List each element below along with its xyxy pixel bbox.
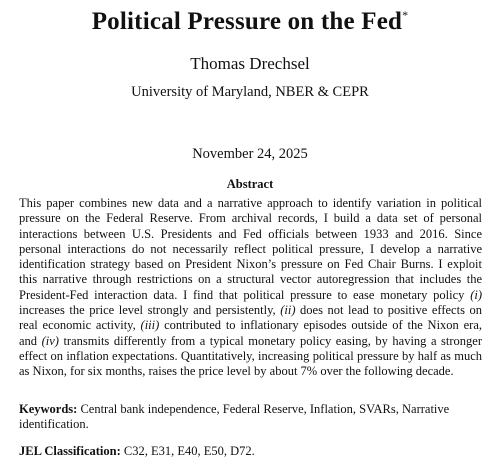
jel-line <box>19 444 482 459</box>
abstract-heading: Abstract <box>226 177 274 191</box>
abstract-text-part-1: This paper combines new data and a narrative approach to identify variation in political pressure on the Federal Reserve. From archival records, I build a data set of personal interactions between U.S. Presidents and Fed officials between 1933 and 2016. Since personal interactions do not necessarily reflect political pressure, I develop a narrative identification strategy based on President Nixon’s pressure on Fed Chair Burns. I exploit this narrative through restrictions on a structural vector autoregression that includes the President-Fed interaction data. I find that political pressure to ease monetary policy <box>19 196 482 302</box>
jel-codes: C32, E31, E40, E50, D72. <box>123 444 255 458</box>
abstract-text-part-3: does not lead to positive effects on real economic activity, <box>19 303 482 333</box>
jel-label: JEL Classification: <box>19 444 121 458</box>
paper-date: November 24, 2025 <box>192 146 308 162</box>
abstract-marker-iv: (iv) <box>41 333 59 348</box>
abstract-text-part-4: contributed to inflationary episodes outside of the Nixon era, and <box>19 318 482 348</box>
paper-title <box>0 8 500 36</box>
abstract-marker-iii: (iii) <box>140 318 160 333</box>
author-name: Thomas Drechsel <box>190 54 310 73</box>
author-affiliation: University of Maryland, NBER & CEPR <box>131 84 369 100</box>
paper-title-text: Political Pressure on the Fed <box>91 8 403 35</box>
abstract-marker-i: (i) <box>470 287 482 302</box>
keywords-label: Keywords: <box>19 402 78 416</box>
abstract-text-part-5: transmits differently from a typical monetary policy easing, by having a stronger effect on inflation expectations. Quantitatively, increasing political pressure by half as much as Nixon, for six months, raises the price level by about 7% over the following decade. <box>19 333 482 379</box>
keywords-line <box>19 402 482 433</box>
abstract-marker-ii: (ii) <box>280 303 296 318</box>
abstract-body <box>19 196 482 380</box>
title-footnote-mark: * <box>402 8 409 22</box>
keywords-text: Central bank independence, Federal Reserve, Inflation, SVARs, Narrative identification. <box>19 402 450 432</box>
abstract-text-part-2: increases the price level strongly and persistently, <box>19 303 281 318</box>
